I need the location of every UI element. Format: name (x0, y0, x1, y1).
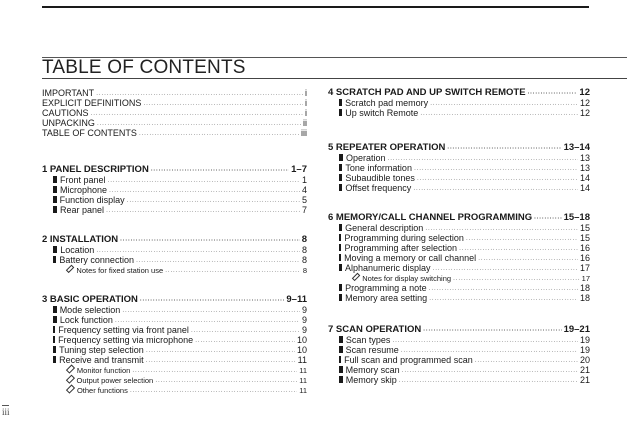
square-bullet-icon (339, 184, 342, 191)
dot-leader (423, 326, 561, 336)
section-heading[interactable] (328, 88, 590, 98)
entry-page-number: 13–14 (563, 142, 590, 153)
toc-section-4 (328, 88, 590, 118)
entry-label: Scan types (345, 335, 391, 345)
entry-label: Other functions (76, 386, 128, 395)
entry-label: TABLE OF CONTENTS (42, 128, 137, 138)
entry-label: 6 MEMORY/CALL CHANNEL PROGRAMMING (328, 212, 533, 223)
dot-leader (146, 347, 295, 357)
entry-page-number: 9–11 (286, 294, 307, 305)
toc-subentry[interactable] (328, 273, 590, 283)
entry-page-number: iii (301, 128, 307, 138)
entry-page-number: 19 (579, 335, 590, 345)
section-heading[interactable] (328, 325, 590, 335)
entry-page-number: 4 (301, 185, 307, 195)
entry-label: Offset frequency (345, 183, 412, 193)
square-bullet-icon (53, 326, 55, 333)
dot-leader (108, 177, 300, 187)
square-bullet-icon (339, 154, 343, 161)
square-bullet-icon (339, 284, 342, 291)
square-bullet-icon (339, 376, 343, 383)
toc-entry[interactable] (328, 233, 590, 243)
entry-label: Monitor function (76, 366, 131, 375)
toc-entry[interactable] (42, 335, 307, 345)
entry-page-number: 9 (301, 315, 307, 325)
dot-leader (399, 377, 578, 387)
top-rule (42, 6, 589, 8)
dot-leader (402, 367, 578, 377)
entry-page-number: 11 (299, 376, 307, 385)
toc-entry[interactable] (328, 263, 590, 273)
square-bullet-icon (53, 206, 57, 213)
square-bullet-icon (53, 246, 57, 253)
square-bullet-icon (339, 366, 343, 373)
toc-entry[interactable] (42, 118, 307, 128)
entry-page-number: 17 (581, 274, 590, 283)
entry-label: Function display (59, 195, 125, 205)
dot-leader (139, 130, 299, 140)
entry-page-number: 11 (299, 386, 307, 395)
entry-page-number: 11 (299, 366, 307, 375)
dot-leader (127, 197, 300, 207)
entry-label: 2 INSTALLATION (42, 234, 119, 245)
toc-section-1 (42, 165, 307, 215)
entry-label: 1 PANEL DESCRIPTION (42, 164, 149, 175)
entry-label: Tone information (345, 163, 412, 173)
dot-leader (413, 185, 578, 195)
entry-page-number: 15 (579, 223, 590, 233)
diamond-bullet-icon (66, 364, 75, 373)
toc-entry[interactable] (42, 345, 307, 355)
dot-leader (165, 267, 301, 277)
entry-page-number: 21 (579, 365, 590, 375)
toc-section-2 (42, 235, 307, 275)
toc-entry[interactable] (328, 223, 590, 233)
entry-page-number: 18 (579, 293, 590, 303)
diamond-bullet-icon (66, 375, 75, 384)
dot-leader (120, 236, 300, 246)
entry-label: Frequency setting via front panel (58, 325, 189, 335)
dot-leader (143, 100, 303, 110)
entry-label: Full scan and programmed scan (344, 355, 473, 365)
square-bullet-icon (339, 356, 341, 363)
entry-page-number: 13 (579, 153, 590, 163)
square-bullet-icon (53, 196, 57, 203)
entry-page-number: 10 (296, 335, 307, 345)
toc-front-matter (42, 88, 307, 138)
toc-subentry[interactable] (42, 365, 307, 375)
entry-label: Mode selection (59, 305, 121, 315)
entry-label: Lock function (59, 315, 113, 325)
entry-label: Microphone (59, 185, 107, 195)
square-bullet-icon (339, 174, 342, 181)
entry-label: Moving a memory or call channel (344, 253, 477, 263)
entry-label: Programming a note (345, 283, 427, 293)
entry-label: Memory skip (345, 375, 397, 385)
dot-leader (447, 144, 561, 154)
entry-label: General description (345, 223, 424, 233)
toc-entry[interactable] (42, 255, 307, 265)
dot-leader (429, 295, 578, 305)
title-rule-bottom (42, 78, 627, 79)
toc-entry[interactable] (328, 163, 590, 173)
toc-entry[interactable] (328, 173, 590, 183)
page-number: iii (2, 407, 10, 417)
toc-entry[interactable] (42, 205, 307, 215)
square-bullet-icon (339, 294, 342, 301)
toc-entry[interactable] (328, 375, 590, 385)
section-heading[interactable] (328, 143, 590, 153)
square-bullet-icon (53, 176, 57, 183)
dot-leader (420, 110, 578, 120)
entry-page-number: 20 (579, 355, 590, 365)
dot-leader (140, 296, 284, 306)
dot-leader (387, 155, 578, 165)
entry-label: Operation (345, 153, 386, 163)
entry-label: Battery connection (59, 255, 134, 265)
entry-page-number: 10 (296, 345, 307, 355)
section-heading[interactable] (42, 235, 307, 245)
dot-leader (146, 357, 296, 367)
toc-entry[interactable] (328, 98, 590, 108)
dot-leader (528, 89, 578, 99)
diamond-bullet-icon (352, 273, 361, 282)
toc-entry[interactable] (328, 183, 590, 193)
toc-section-3 (42, 295, 307, 395)
diamond-bullet-icon (66, 265, 75, 274)
entry-page-number: 5 (301, 195, 307, 205)
square-bullet-icon (339, 234, 341, 241)
entry-page-number: 8 (301, 234, 307, 245)
dot-leader (132, 367, 297, 377)
entry-label: IMPORTANT (42, 88, 95, 98)
page-title: TABLE OF CONTENTS (42, 57, 246, 78)
entry-label: 5 REPEATER OPERATION (328, 142, 446, 153)
square-bullet-icon (339, 99, 342, 106)
square-bullet-icon (53, 336, 55, 343)
entry-label: Notes for display switching (362, 274, 452, 283)
dot-leader (433, 265, 578, 275)
entry-label: UNPACKING (42, 118, 95, 128)
footer-rule (2, 405, 9, 406)
dot-leader (478, 255, 578, 265)
entry-page-number: 19 (579, 345, 590, 355)
toc-entry[interactable] (42, 325, 307, 335)
toc-entry[interactable] (42, 108, 307, 118)
section-heading[interactable] (328, 213, 590, 223)
entry-label: Memory area setting (345, 293, 428, 303)
entry-label: Up switch Remote (345, 108, 419, 118)
toc-entry[interactable] (328, 293, 590, 303)
toc-entry[interactable] (42, 98, 307, 108)
toc-entry[interactable] (42, 88, 307, 98)
dot-leader (430, 100, 578, 110)
toc-subentry[interactable] (42, 265, 307, 275)
toc-entry[interactable] (42, 195, 307, 205)
dot-leader (417, 175, 578, 185)
entry-label: Receive and transmit (59, 355, 144, 365)
entry-page-number: 15 (579, 233, 590, 243)
entry-page-number: 12 (579, 108, 590, 118)
square-bullet-icon (53, 356, 56, 363)
toc-entry[interactable] (42, 185, 307, 195)
section-heading[interactable] (42, 295, 307, 305)
entry-page-number: i (305, 88, 307, 98)
entry-label: Tuning step selection (59, 345, 144, 355)
entry-page-number: 11 (297, 355, 307, 365)
dot-leader (91, 110, 303, 120)
entry-page-number: 7 (301, 205, 307, 215)
toc-entry[interactable] (328, 335, 590, 345)
entry-label: CAUTIONS (42, 108, 89, 118)
entry-page-number: 12 (579, 98, 590, 108)
entry-page-number: 8 (301, 255, 307, 265)
toc-entry[interactable] (328, 283, 590, 293)
entry-label: Scratch pad memory (345, 98, 429, 108)
square-bullet-icon (339, 164, 342, 171)
dot-leader (475, 357, 578, 367)
entry-page-number: 21 (579, 375, 590, 385)
entry-label: Notes for fixed station use (76, 266, 164, 275)
dot-leader (414, 165, 578, 175)
toc-section-5 (328, 143, 590, 193)
square-bullet-icon (339, 264, 342, 271)
entry-label: Location (60, 245, 95, 255)
toc-entry[interactable] (42, 128, 307, 138)
entry-label: 7 SCAN OPERATION (328, 324, 422, 335)
entry-page-number: 14 (579, 183, 590, 193)
square-bullet-icon (339, 109, 342, 116)
entry-page-number: 14 (579, 173, 590, 183)
entry-label: Front panel (59, 175, 106, 185)
dot-leader (195, 337, 295, 347)
square-bullet-icon (339, 254, 341, 261)
dot-leader (155, 377, 297, 387)
toc-entry[interactable] (42, 175, 307, 185)
square-bullet-icon (339, 224, 342, 231)
entry-page-number: 15–18 (563, 212, 590, 223)
toc-entry[interactable] (42, 305, 307, 315)
entry-label: Alphanumeric display (345, 263, 431, 273)
dot-leader (122, 307, 300, 317)
entry-label: Programming after selection (344, 243, 458, 253)
entry-page-number: 8 (302, 266, 307, 275)
toc-section-7 (328, 325, 590, 385)
entry-page-number: 9 (301, 325, 307, 335)
entry-page-number: 13 (579, 163, 590, 173)
toc-section-6 (328, 213, 590, 303)
entry-page-number: i (305, 108, 307, 118)
entry-page-number: 1 (301, 175, 307, 185)
entry-label: Scan resume (345, 345, 399, 355)
entry-page-number: 16 (579, 243, 590, 253)
entry-page-number: 8 (301, 245, 307, 255)
dot-leader (453, 275, 580, 285)
toc-entry[interactable] (42, 355, 307, 365)
entry-label: Subaudible tones (345, 173, 415, 183)
square-bullet-icon (339, 346, 343, 353)
entry-page-number: 19–21 (563, 324, 590, 335)
entry-page-number: 16 (579, 253, 590, 263)
toc-entry[interactable] (328, 243, 590, 253)
square-bullet-icon (53, 306, 57, 313)
toc-entry[interactable] (328, 345, 590, 355)
entry-page-number: 1–7 (291, 164, 307, 175)
dot-leader (466, 235, 578, 245)
square-bullet-icon (53, 346, 56, 353)
entry-page-number: ii (303, 118, 307, 128)
entry-label: Programming during selection (344, 233, 464, 243)
dot-leader (534, 214, 561, 224)
entry-page-number: 12 (579, 87, 590, 98)
dot-leader (392, 337, 578, 347)
entry-label: 3 BASIC OPERATION (42, 294, 138, 305)
toc-entry[interactable] (42, 315, 307, 325)
dot-leader (459, 245, 578, 255)
entry-label: EXPLICIT DEFINITIONS (42, 98, 142, 108)
square-bullet-icon (53, 256, 56, 263)
toc-subentry[interactable] (42, 385, 307, 395)
entry-page-number: 18 (579, 283, 590, 293)
toc-entry[interactable] (328, 355, 590, 365)
entry-page-number: 17 (579, 263, 590, 273)
square-bullet-icon (53, 316, 57, 323)
dot-leader (130, 387, 297, 397)
square-bullet-icon (339, 336, 343, 343)
toc-subentry[interactable] (42, 375, 307, 385)
toc-entry[interactable] (328, 253, 590, 263)
square-bullet-icon (53, 186, 57, 193)
entry-label: Output power selection (76, 376, 154, 385)
entry-label: 4 SCRATCH PAD AND UP SWITCH REMOTE (328, 87, 526, 98)
toc-entry[interactable] (328, 108, 590, 118)
diamond-bullet-icon (66, 384, 75, 393)
toc-entry[interactable] (328, 365, 590, 375)
entry-label: Frequency setting via microphone (58, 335, 194, 345)
dot-leader (151, 166, 289, 176)
entry-page-number: 9 (301, 305, 307, 315)
toc-entry[interactable] (328, 153, 590, 163)
dot-leader (109, 187, 300, 197)
entry-label: Memory scan (345, 365, 400, 375)
square-bullet-icon (339, 244, 341, 251)
entry-label: Rear panel (60, 205, 105, 215)
toc-entry[interactable] (42, 245, 307, 255)
section-heading[interactable] (42, 165, 307, 175)
dot-leader (191, 327, 300, 337)
dot-leader (106, 207, 300, 217)
dot-leader (429, 285, 578, 295)
entry-page-number: i (305, 98, 307, 108)
